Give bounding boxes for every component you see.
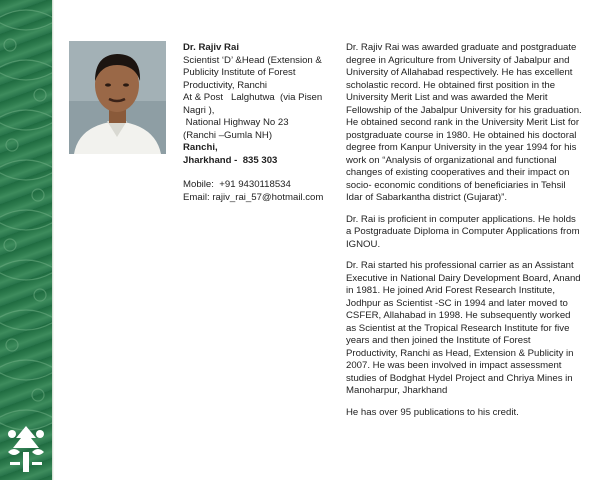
bio-paragraph-publications: He has over 95 publications to his credit. [346, 406, 519, 418]
designation-line: Publicity Institute of Forest [183, 67, 296, 78]
designation-line: Productivity, Ranchi [183, 79, 268, 91]
bio-paragraph-education: Dr. Rajiv Rai was awarded graduate and postgraduate degree in Agriculture from University of Jabalpur and University of Allahabad respectively. He has excellent scholastic record. He obtained first position in the University Merit List and was awarded the Merit Fellowship of the Jabalpur University for his graduation. He obtained second rank in the University Merit List for postgraduate course in 1980. He obtained his doctoral degree from Kanpur University in the year 1994 for his work on “Analysis of organizational and functional changes of existing cooperatives and their impact on socio- economic conditions of beneficiaries in Tehsil Idar of Sabarkantha district (Gujarat)”. [346, 42, 582, 203]
bio-paragraph-career: Dr. Rai started his professional carrier as an Assistant Executive in National Dairy Development Board, Anand in 1981. He joined Arid Forest Research Institute, Jodhpur as Scientist -SC in 1994 and later moved to CSFER, Allahabad in 1998. He subsequently worked as Scientist at the Tropical Research Institute for five years and then joined the Institute of Forest Productivity, Ranchi as Head, Extension & Publicity in 2007. He was been involved in impact assessment studies of Bodghat Hydel Project and Chriya Mines in Manoharpur, Jharkhand [346, 260, 581, 396]
decorative-sidebar [0, 0, 52, 480]
contact-card [183, 42, 333, 204]
bio-paragraph-computer: Dr. Rai is proficient in computer applications. He holds a Postgraduate Diploma in Computer Applications from IGNOU. [346, 213, 580, 250]
address-line: (Ranchi –Gumla NH) [183, 129, 273, 141]
address-line: At & Post Lalghutwa (via Pisen [183, 92, 323, 103]
address-line: National Highway No 23 [183, 117, 289, 128]
designation-line: Scientist ‘D’ &Head (Extension & [183, 54, 322, 66]
city-line: Ranchi, [183, 142, 218, 153]
leaf-pattern [0, 0, 52, 480]
biography [346, 42, 582, 428]
address-line: Nagri ), [183, 104, 215, 116]
sidebar-divider [52, 0, 54, 480]
mobile-line: Mobile: +91 9430118534 [183, 179, 291, 190]
profile-photo [69, 41, 166, 154]
email-line: Email: rajiv_rai_57@hotmail.com [183, 191, 324, 203]
person-name: Dr. Rajiv Rai [183, 42, 239, 53]
state-pin-line: Jharkhand - 835 303 [183, 154, 278, 166]
tree-logo-icon [4, 422, 48, 474]
